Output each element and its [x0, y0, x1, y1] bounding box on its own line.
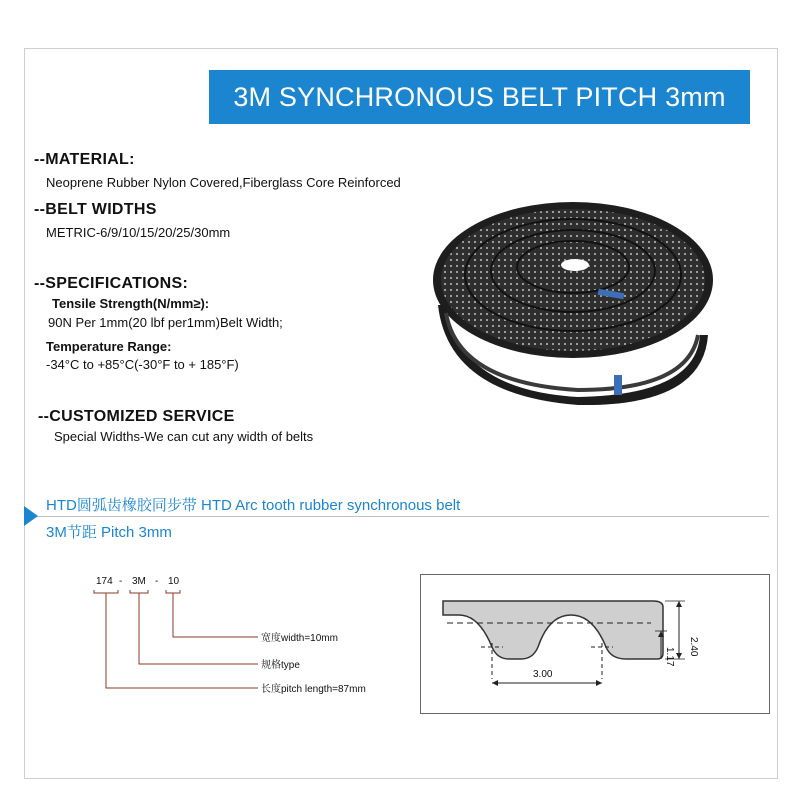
type-callout: 规格type	[261, 660, 300, 671]
code-part-length: 174	[96, 576, 113, 587]
belt-widths-text: METRIC-6/9/10/15/20/25/30mm	[46, 225, 231, 240]
htd-title: HTD圆弧齿橡胶同步带 HTD Arc tooth rubber synchronous belt	[46, 497, 461, 514]
customized-service-text: Special Widths-We can cut any width of belts	[54, 429, 314, 444]
tooth-profile-diagram	[420, 574, 770, 714]
section-divider	[24, 516, 769, 517]
belt-widths-heading: --BELT WIDTHS	[34, 201, 157, 218]
code-sep-2: -	[155, 576, 159, 587]
code-part-width: 10	[168, 576, 180, 587]
customized-service-heading: --CUSTOMIZED SERVICE	[38, 408, 235, 425]
htd-pitch: 3M节距 Pitch 3mm	[46, 524, 172, 541]
section-arrow-icon	[24, 506, 38, 526]
part-code-diagram	[80, 570, 410, 700]
material-heading: --MATERIAL:	[34, 151, 135, 168]
length-callout: 长度pitch length=87mm	[261, 684, 366, 695]
pitch-dimension: 3.00	[533, 669, 553, 680]
tooth-height-dimension: 1.17	[664, 647, 675, 667]
total-height-dimension: 2.40	[688, 637, 699, 657]
temperature-label: Temperature Range:	[46, 339, 172, 354]
material-text: Neoprene Rubber Nylon Covered,Fiberglass Core Reinforced	[46, 175, 401, 190]
tensile-value: 90N Per 1mm(20 lbf per1mm)Belt Width;	[48, 315, 283, 330]
tensile-label: Tensile Strength(N/mm≥):	[52, 296, 210, 311]
title-banner	[209, 70, 750, 124]
belt-coil-image	[418, 185, 718, 425]
temperature-value: -34°C to +85°C(-30°F to + 185°F)	[46, 357, 239, 372]
code-part-type: 3M	[132, 576, 146, 587]
page-title: 3M SYNCHRONOUS BELT PITCH 3mm	[233, 81, 726, 112]
width-callout: 宽度width=10mm	[261, 633, 338, 644]
specifications-heading: --SPECIFICATIONS:	[34, 275, 189, 292]
code-sep-1: -	[119, 576, 123, 587]
